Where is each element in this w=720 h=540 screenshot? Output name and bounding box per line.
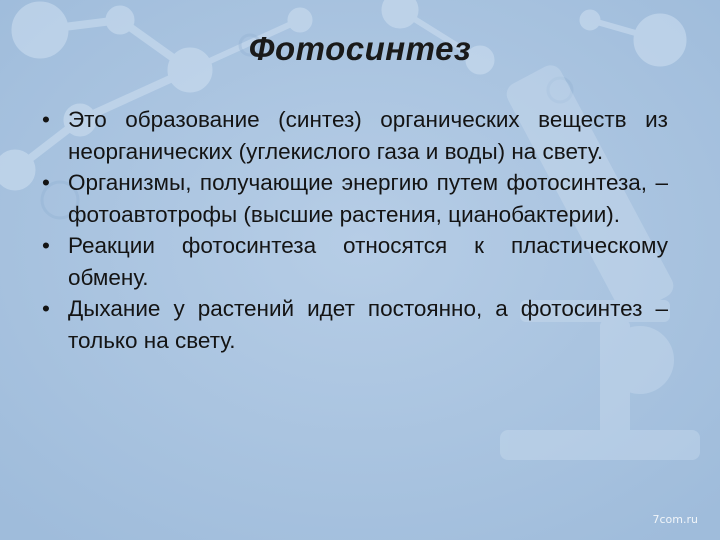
bullet-text: Это образование (синтез) органических веществ из неорганических (углекислого газа и воды) на свету. xyxy=(68,107,668,164)
bullet-item xyxy=(40,104,668,167)
slide-title: Фотосинтез xyxy=(248,30,472,67)
bullet-marker: • xyxy=(42,170,50,195)
bullet-item xyxy=(40,230,668,293)
bullet-item xyxy=(40,293,668,356)
bullet-text: Реакции фотосинтеза относятся к пластическому обмену. xyxy=(68,233,668,290)
bullet-text: Организмы, получающие энергию путем фотосинтеза, – фотоавтотрофы (высшие растения, цианобактерии). xyxy=(68,170,668,227)
bullet-marker: • xyxy=(42,233,50,258)
bullet-marker: • xyxy=(42,107,50,132)
bullet-marker: • xyxy=(42,296,50,321)
bullet-item xyxy=(40,167,668,230)
bullet-text: Дыхание у растений идет постоянно, а фотосинтез – только на свету. xyxy=(68,296,668,353)
bullet-list xyxy=(40,104,668,356)
watermark: 7com.ru xyxy=(652,513,698,526)
